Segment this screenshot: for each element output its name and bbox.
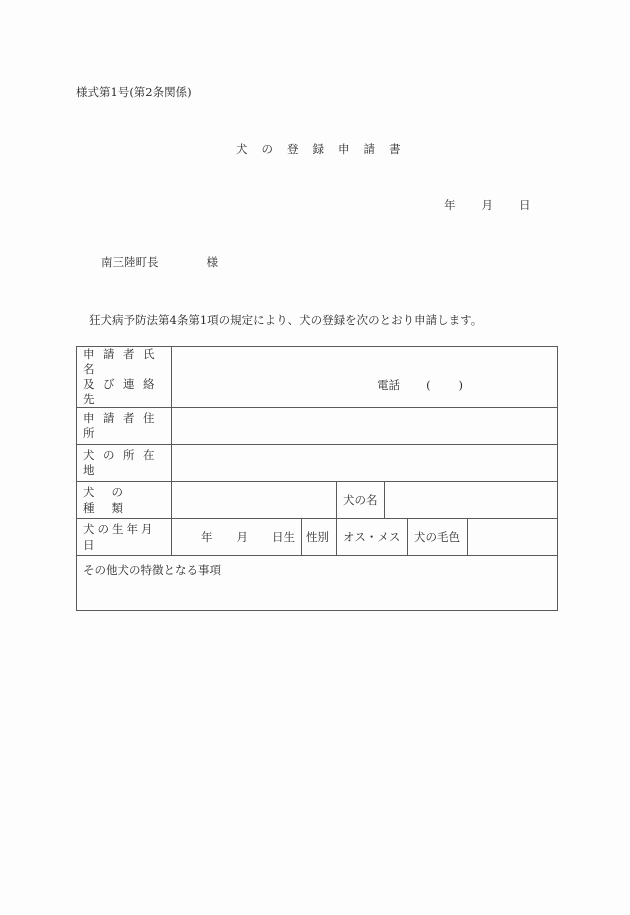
row-dog-birth bbox=[77, 519, 558, 556]
row-dog-location bbox=[77, 445, 558, 482]
dog-location-field[interactable] bbox=[172, 445, 558, 482]
other-features-field[interactable] bbox=[77, 556, 558, 611]
sex-options[interactable]: オス・メス bbox=[337, 519, 408, 556]
dog-location-label: 犬の所在地 bbox=[77, 445, 172, 482]
applicant-name-label: 申請者氏名 及び連絡先 bbox=[77, 347, 172, 408]
honorific: 様 bbox=[206, 255, 218, 269]
intro-text: 狂犬病予防法第4条第1項の規定により、犬の登録を次のとおり申請します。 bbox=[89, 313, 483, 327]
other-features-label: その他犬の特徴となる事項 bbox=[83, 563, 221, 577]
document-title: 犬の登録申請書 bbox=[236, 142, 415, 156]
dog-breed-field[interactable] bbox=[172, 482, 337, 519]
applicant-name-field[interactable] bbox=[172, 347, 558, 408]
month-label: 月 bbox=[481, 198, 493, 212]
row-dog-breed bbox=[77, 482, 558, 519]
row-applicant-name bbox=[77, 347, 558, 408]
dog-name-field[interactable] bbox=[385, 482, 558, 519]
dog-name-label: 犬の名 bbox=[337, 482, 385, 519]
addressee bbox=[101, 254, 218, 270]
dog-breed-label: 犬の種類 bbox=[77, 482, 172, 519]
application-table bbox=[76, 346, 558, 611]
day-label: 日 bbox=[519, 198, 531, 212]
date-line bbox=[444, 197, 531, 213]
dog-birth-label: 犬の生年月日 bbox=[77, 519, 172, 556]
coat-color-field[interactable] bbox=[468, 519, 558, 556]
row-other-features bbox=[77, 556, 558, 611]
applicant-address-field[interactable] bbox=[172, 408, 558, 445]
form-number: 様式第1号(第2条関係) bbox=[76, 85, 192, 99]
year-label: 年 bbox=[444, 198, 456, 212]
addressee-name: 南三陸町長 bbox=[101, 255, 159, 269]
row-applicant-address bbox=[77, 408, 558, 445]
applicant-address-label: 申請者住所 bbox=[77, 408, 172, 445]
sex-label: 性別 bbox=[302, 519, 337, 556]
dog-birth-field[interactable]: 年 月 日生 bbox=[172, 519, 302, 556]
coat-color-label: 犬の毛色 bbox=[408, 519, 468, 556]
phone-field: 電話 () bbox=[377, 378, 492, 392]
